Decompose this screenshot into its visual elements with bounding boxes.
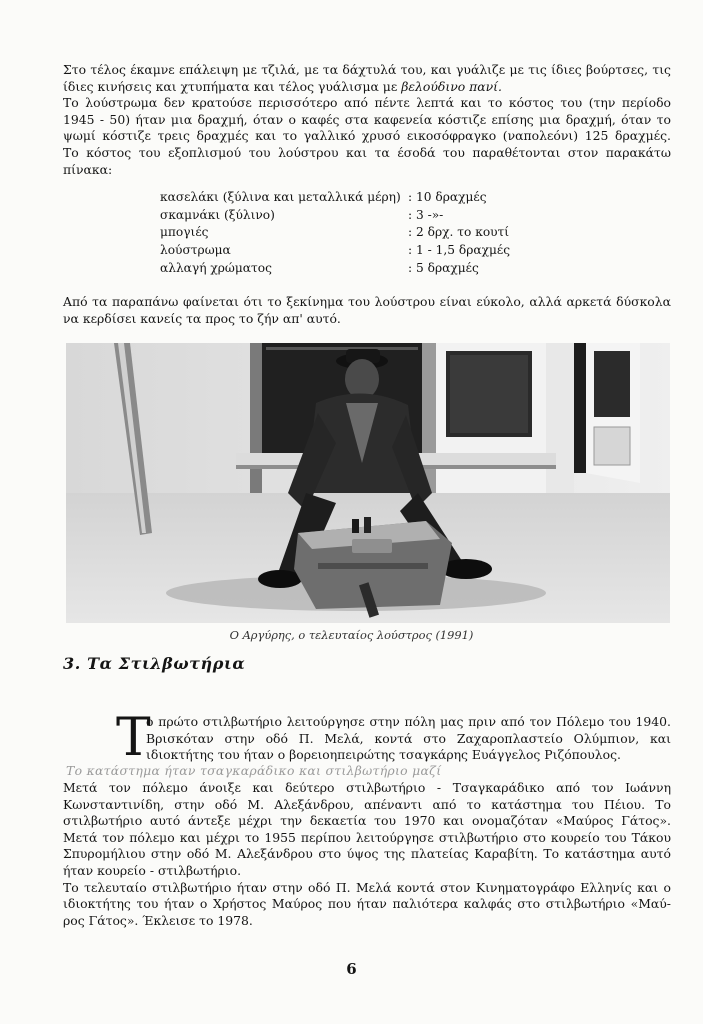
table-value: : 10 δραχμές — [408, 190, 487, 204]
text-line: ο πρώτο στιλβωτήριο λειτούργησε στην πόλη μας πριν από τον Πόλεμο του 1940. — [146, 714, 671, 729]
faded-handwritten-line: Το κατάστημα ήταν τσαγκαράδικο και στιλβωτήριο μαζί — [66, 763, 442, 778]
table-value: : 1 - 1,5 δραχμές — [408, 243, 511, 258]
text-line: Το λούστρωμα δεν κρατούσε περισσότερο από πέντε λεπτά και το κόστος του (την περίοδο — [63, 95, 671, 111]
table-item: κασελάκι (ξύλινα και μεταλλικά μέρη) — [160, 190, 401, 204]
shoeshiner-photo — [66, 343, 670, 623]
text-line: Μετά τον πόλεμο και μέχρι το 1955 περίπου λειτούργησε στιλβωτήριο στο κουρείο του Τάκου — [63, 829, 671, 845]
text-line: Το κόστος του εξοπλισμού του λούστρου και τα έσοδά του παραθέτονται στον παρακάτω — [63, 144, 671, 160]
table-value: : 2 δρχ. το κουτί — [408, 225, 510, 240]
page-number: 6 — [346, 960, 357, 978]
table-value: : 3 -»- — [408, 207, 444, 222]
text-line: ήταν κουρείο - στιλβωτήριο. — [63, 862, 242, 878]
section-body-paragraph — [63, 780, 671, 929]
table-row — [160, 207, 510, 225]
section-intro-paragraph — [146, 714, 671, 764]
text-line: Βρισκόταν στην οδό Π. Μελά, κοντά στο Ζαχαροπλαστείο Ολύμπιον, και — [146, 730, 671, 746]
italic-phrase: βελούδινο πανί. — [401, 78, 502, 94]
table-value: : 5 δραχμές — [408, 260, 479, 275]
drop-cap: Τ — [116, 708, 151, 768]
text-line: ψωμί κόστιζε τρεις δραχμές και το γαλλικό χρυσό εικοσόφραγκο (ναπολεόνι) 125 δραχμές. — [63, 128, 671, 144]
text-line: Στο τέλος έκαμνε επάλειψη με τζιλά, με τα δάχτυλά του, και γυάλιζε με τις ίδιες βούρτσες, τις — [63, 62, 671, 77]
photo-caption: Ο Αργύρης, ο τελευταίος λούστρος (1991) — [229, 628, 474, 642]
table-item: σκαμνάκι (ξύλινο) — [160, 207, 275, 222]
table-item: λούστρωμα — [160, 243, 231, 258]
table-row — [160, 224, 510, 242]
text-line: ρος Γάτος». Έκλεισε το 1978. — [63, 912, 253, 928]
intro-paragraph — [63, 62, 671, 178]
text-line: Το τελευταίο στιλβωτήριο ήταν στην οδό Π. Μελά κοντά στον Κινηματογράφο Ελληνίς και ο — [63, 879, 671, 895]
text-line: ιδιοκτήτης του ήταν ο βορειοηπειρώτης τσαγκάρης Ευάγγελος Ριζόπουλος. — [146, 747, 621, 763]
text-line: 1945 - 50) ήταν μια δραχμή, όταν ο καφές στα καφενεία κόστιζε επίσης μια δραχμή, όταν το — [63, 111, 671, 127]
text-line: να κερδίσει κανείς τα προς το ζήν απ' αυτό. — [63, 310, 341, 326]
cost-table — [160, 189, 510, 278]
section-heading: 3. Τα Στιλβωτήρια — [63, 654, 246, 673]
text-line: ιδιοκτήτης του ήταν ο Χρήστος Μαύρος που ήταν παλιότερα καλφάς στο στιλβωτήριο «Μαύ- — [63, 896, 671, 912]
text-line: ίδιες κινήσεις και χτυπήματα και τέλος γυάλισμα με βελούδινο πανί. — [63, 78, 502, 94]
text-line: Από τα παραπάνω φαίνεται ότι το ξεκίνημα του λούστρου είναι εύκολο, αλλά αρκετά δύσκολα — [63, 294, 671, 309]
conclusion-paragraph — [63, 294, 671, 327]
table-item: αλλαγή χρώματος — [160, 260, 272, 275]
text-line: Σπυρομήλιου στην οδό Μ. Αλεξάνδρου στο ύψος της πλατείας Καραβίτη. Το κατάστημα αυτό — [63, 846, 671, 862]
table-item: μπογιές — [160, 225, 209, 240]
text-line: Μετά τον πόλεμο άνοιξε και δεύτερο στιλβωτήριο - Τσαγκαράδικο από τον Ιωάννη — [63, 780, 671, 795]
table-row — [160, 242, 510, 260]
table-row — [160, 189, 510, 207]
table-row — [160, 260, 510, 278]
text-line: Κωνσταντινίδη, στην οδό Μ. Αλεξάνδρου, απέναντι από το κατάστημα του Πέιου. Το — [63, 796, 671, 812]
text-line: πίνακα: — [63, 161, 113, 177]
text-line: στιλβωτήριο αυτό άντεξε μέχρι την δεκαετία του 1970 και ονομαζόταν «Μαύρος Γάτος». — [63, 813, 671, 829]
